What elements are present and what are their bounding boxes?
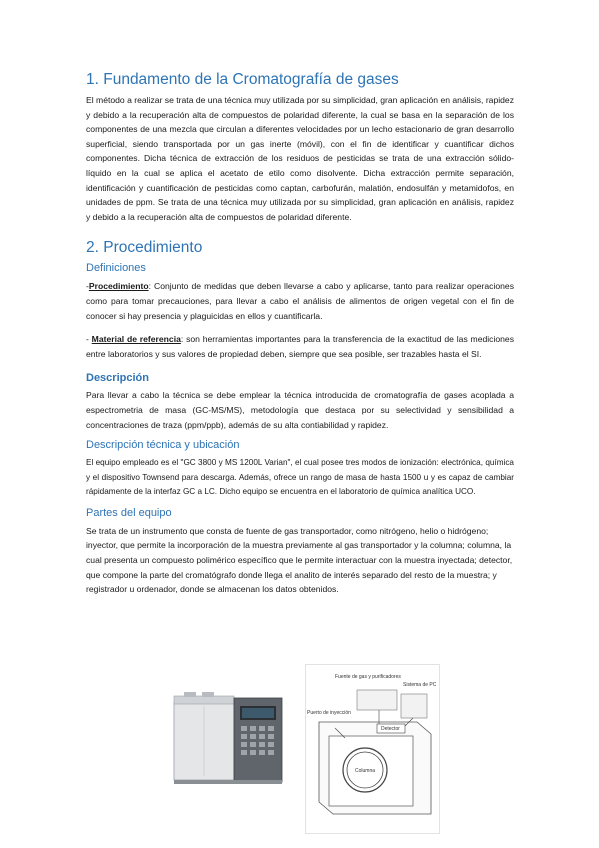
descripcion-paragraph: Para llevar a cabo la técnica se debe emplear la técnica introducida de cromatografía de gases acoplada a espectrometria de masa (GC-MS/MS), metodología que destaca por su selectividad y sensibilidad a concentraciones de traza (ppm/ppb), además de su alta contiabilidad y rapidez. bbox=[86, 390, 514, 430]
document-page bbox=[86, 70, 514, 597]
term-material-de-referencia: Material de referencia bbox=[91, 334, 181, 345]
descripcion-heading: Descripción bbox=[86, 372, 149, 385]
definition-prefix: - bbox=[86, 281, 89, 292]
section-1-paragraph: El método a realizar se trata de una técnica muy utilizada por su simplicidad, gran aplicación en análisis, rapidez y debido a la recuperación alta de compuestos de polaridad diferente, la cual se basa en la separación de los componentes de una mezcla que circulan a diferentes velocidades por un lecho estacionario de gran desarrollo superficial, siendo transportada por un gas inerte (móvil), con el fin de identificar y cuantificar dichos componentes. Dicha técnica de extracción de los residuos de pesticidas se trata de una extracción sólido-líquido en la cual se aplica el acetato de etilo como disolvente. Dicha extracción permite separación, identificación y cuantificación de pesticidas como captan, carbofurán, malatión, endosulfán y metamidofos, en unidades de ppm. Se trata de una técnica muy utilizada por su simplicidad, gran aplicación en análisis, rapidez y debido a la recuperación alta de compuestos de polaridad diferente. bbox=[86, 95, 515, 222]
definition-material bbox=[86, 332, 514, 361]
tecnica-heading: Descripción técnica y ubicación bbox=[86, 439, 240, 452]
definition-procedimiento-text: : Conjunto de medidas que deben llevarse a cabo y aplicarse, tanto para realizar operaciones como para tomar precauciones, para llevar a cabo el análisis de alimentos de origen vegetal con el fin de conocer si hay presencia y plaguicidas en ellos y cuantificarla. bbox=[86, 281, 514, 321]
gas-chromatograph-image bbox=[170, 684, 288, 794]
partes-heading: Partes del equipo bbox=[86, 506, 172, 519]
label-gas-source-text: Fuente de gas y purificadores bbox=[335, 674, 401, 680]
gc-schematic-diagram bbox=[305, 664, 440, 834]
figures-row bbox=[170, 664, 450, 834]
label-pc-system: Sistema de PC bbox=[403, 682, 437, 688]
definition-procedimiento bbox=[86, 279, 514, 323]
label-gas-source bbox=[335, 674, 401, 680]
section-2-title: 2. Procedimiento bbox=[86, 239, 203, 257]
definition-prefix: - bbox=[86, 334, 92, 345]
term-procedimiento: Procedimiento bbox=[88, 281, 149, 292]
label-column: Columna bbox=[355, 768, 376, 774]
partes-paragraph: Se trata de un instrumento que consta de fuente de gas transportador, como nitrógeno, helio o hidrógeno; inyector, que permite la incorporación de la muestra previamente al gas transportador y la columna; columna, la cual presenta un compuesto polimérico específico que le permite interactuar con la muestra inyectada; detector, que compone la parte del cromatógrafo donde llega el analito de interés separado del resto de la muestra; y registrador u ordenador, donde se almacenan los datos obtenidos. bbox=[86, 525, 513, 595]
definition-material-text: : son herramientas importantes para la transferencia de la exactitud de las mediciones entre laboratorios y sus valores de propiedad deben, siempre que sea posible, ser trazables hasta el SI. bbox=[86, 334, 515, 359]
definiciones-heading: Definiciones bbox=[86, 262, 146, 275]
section-1-title: 1. Fundamento de la Cromatografía de gases bbox=[86, 71, 399, 88]
label-injection-port: Puerto de inyección bbox=[307, 710, 351, 716]
label-detector: Detector bbox=[381, 726, 400, 732]
tecnica-paragraph: El equipo empleado es el "GC 3800 y MS 1200L Varian", el cual posee tres modos de ionización: electrónica, química y el dispositivo Townsend para descarga. Además, ofrece un rango de masa de hasta 1500 u y es capaz de cambiar rápidamente de la interfaz GC a LC. Dicho equipo se encuentra en el laboratorio de química analítica UCO. bbox=[86, 458, 514, 497]
